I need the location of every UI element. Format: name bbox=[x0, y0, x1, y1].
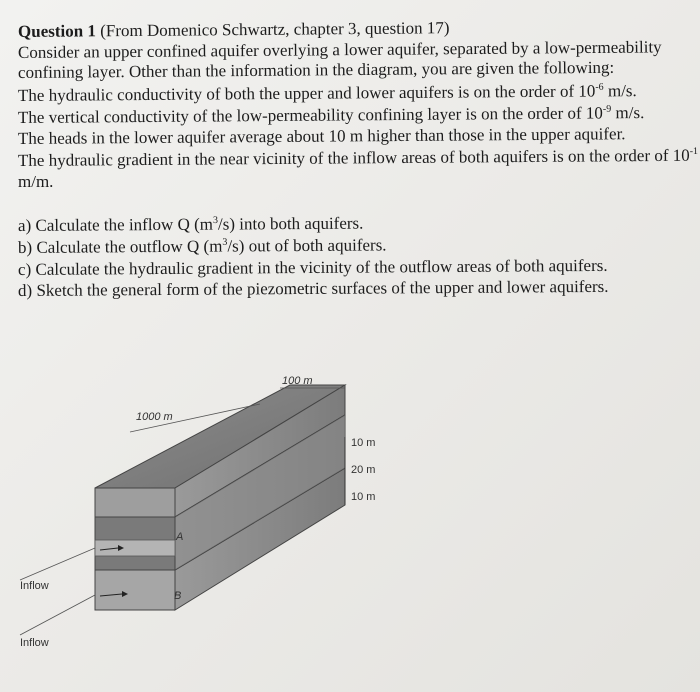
question-title-bold: Question 1 bbox=[17, 21, 97, 41]
question-line-2: confining layer. Other than the information in the diagram, you are given the following: bbox=[17, 57, 615, 82]
front-upper-layer bbox=[95, 488, 175, 517]
part-b-text-end: /s) out of both aquifers. bbox=[227, 235, 387, 256]
heads-line: The heads in the lower aquifer average about 10 m higher than those in the upper aquifer. bbox=[17, 124, 626, 148]
part-a-text-end: /s) into both aquifers. bbox=[217, 213, 364, 234]
confining-thickness-label: 20 m bbox=[351, 464, 376, 476]
upper-thickness-label: 10 m bbox=[351, 437, 376, 449]
part-a-exponent: 3 bbox=[212, 214, 218, 226]
part-a-text-start: a) Calculate the inflow Q (m bbox=[17, 214, 214, 235]
vertical-conductivity-unit: m/s. bbox=[611, 103, 645, 123]
gradient-unit-line: m/m. bbox=[18, 172, 54, 191]
aquifer-a-band bbox=[95, 540, 175, 556]
width-label: 100 m bbox=[282, 375, 313, 387]
hydraulic-conductivity-text: The hydraulic conductivity of both the upper and lower aquifers is on the order of 10 bbox=[17, 81, 596, 105]
hydraulic-conductivity-exponent: -6 bbox=[595, 81, 604, 93]
length-label: 1000 m bbox=[136, 411, 173, 423]
question-line-1: Consider an upper confined aquifer overlying a lower aquifer, separated by a low-permeability bbox=[17, 37, 662, 62]
part-b-exponent: 3 bbox=[222, 236, 228, 248]
vertical-conductivity-exponent: -9 bbox=[602, 103, 612, 115]
gradient-text: The hydraulic gradient in the near vicinity of the inflow areas of both aquifers is on the order of 10 bbox=[17, 145, 690, 170]
lower-thickness-label: 10 m bbox=[351, 491, 376, 503]
lower-inflow-label: Inflow bbox=[20, 637, 49, 649]
upper-inflow-label: Inflow bbox=[20, 580, 49, 592]
aquifer-a-label: A bbox=[176, 531, 184, 543]
aquifer-b-label: B bbox=[174, 590, 182, 602]
front-lower-layer bbox=[95, 570, 175, 610]
question-title-source: (From Domenico Schwartz, chapter 3, question 17) bbox=[95, 18, 450, 41]
hydraulic-conductivity-unit: m/s. bbox=[603, 81, 637, 101]
vertical-conductivity-text: The vertical conductivity of the low-permeability confining layer is on the order of 10 bbox=[17, 103, 603, 127]
upper-inflow-leader bbox=[20, 548, 95, 580]
part-d: d) Sketch the general form of the piezometric surfaces of the upper and lower aquifers. bbox=[17, 276, 609, 300]
part-c: c) Calculate the hydraulic gradient in the vicinity of the outflow areas of both aquifers. bbox=[17, 255, 608, 279]
gradient-exponent: -1 bbox=[689, 146, 699, 158]
part-b-text-start: b) Calculate the outflow Q (m bbox=[17, 236, 223, 257]
lower-inflow-leader bbox=[20, 595, 95, 635]
